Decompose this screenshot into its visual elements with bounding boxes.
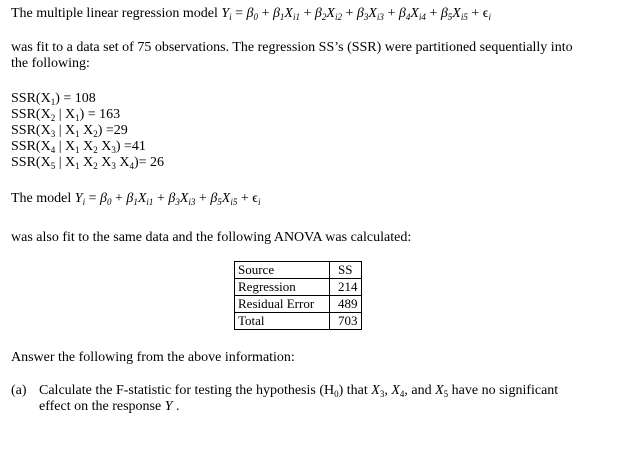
ssr-x1-value: 108 xyxy=(74,91,96,106)
anova-ss-cell: 489 xyxy=(330,296,362,313)
question-a-label: (a) xyxy=(11,383,27,398)
ssr-x2-value: 163 xyxy=(99,107,121,122)
ssr-x4-value: 41 xyxy=(131,139,146,154)
model1-line xyxy=(11,6,491,22)
ssr-x2: $SSR(X_2$ | $X_1) = 163$ xyxy=(11,107,121,123)
anova-source-cell: Regression xyxy=(235,279,330,296)
question-a xyxy=(11,383,559,414)
table-row xyxy=(235,279,362,296)
model2-line xyxy=(11,191,260,207)
ssr-x4: $SSR(X_4$ | $X_1$ $X_2$ $X_3) =41$ xyxy=(11,139,146,155)
ssr-x3-value: 29 xyxy=(113,123,128,138)
model2-after: was also fit to the same data and the following ANOVA was calculated: xyxy=(11,230,412,245)
model1-prefix: The multiple linear regression model xyxy=(11,6,218,21)
anova-ss-cell: 703 xyxy=(330,313,362,330)
anova-source-cell: Residual Error xyxy=(235,296,330,313)
ssr-x5-value: 26 xyxy=(150,155,165,170)
ssr-x5: $SSR(X_5$ | $X_1$ $X_2$ $X_3$ $X_4)= 26$ xyxy=(11,155,165,171)
table-row xyxy=(235,296,362,313)
model2-equation: $Y_i = \beta_0 + \beta_1X_{i1} + \beta_3X_{i3} + \beta_5X_{i5} + \epsilon_i$ xyxy=(74,191,261,207)
intro-line2: was fit to a data set of 75 observations. The regression SS’s (SSR) were partitioned sequentially into xyxy=(11,40,573,55)
ssr-x3: $SSR(X_3$ | $X_1$ $X_2) =29$ xyxy=(11,123,128,139)
model1-equation: $Y_i = \beta_0 + \beta_1X_{i1} + \beta_2X_{i2} + \beta_3X_{i3} + \beta_4X_{i4} + \beta_5X_{i5} + \epsilon_i$ xyxy=(221,6,491,22)
intro-line3: the following: xyxy=(11,56,90,71)
anova-ss-cell: 214 xyxy=(330,279,362,296)
anova-header-ss: SS xyxy=(330,262,362,279)
question-a-line1: Calculate the F-statistic for testing the hypothesis $(H_0)$ that $X_3$, $X_4$, and $X_5$ have no significant xyxy=(39,383,559,399)
question-lead: Answer the following from the above information: xyxy=(11,350,295,365)
anova-table xyxy=(234,261,362,330)
table-row xyxy=(235,313,362,330)
ssr-x1: $SSR(X_1) = 108$ xyxy=(11,91,96,107)
question-a-line2: effect on the response Y . xyxy=(39,399,180,414)
anova-source-cell: Total xyxy=(235,313,330,330)
model2-prefix: The model xyxy=(11,191,72,206)
anova-header-row xyxy=(235,262,362,279)
anova-header-source: Source xyxy=(235,262,330,279)
